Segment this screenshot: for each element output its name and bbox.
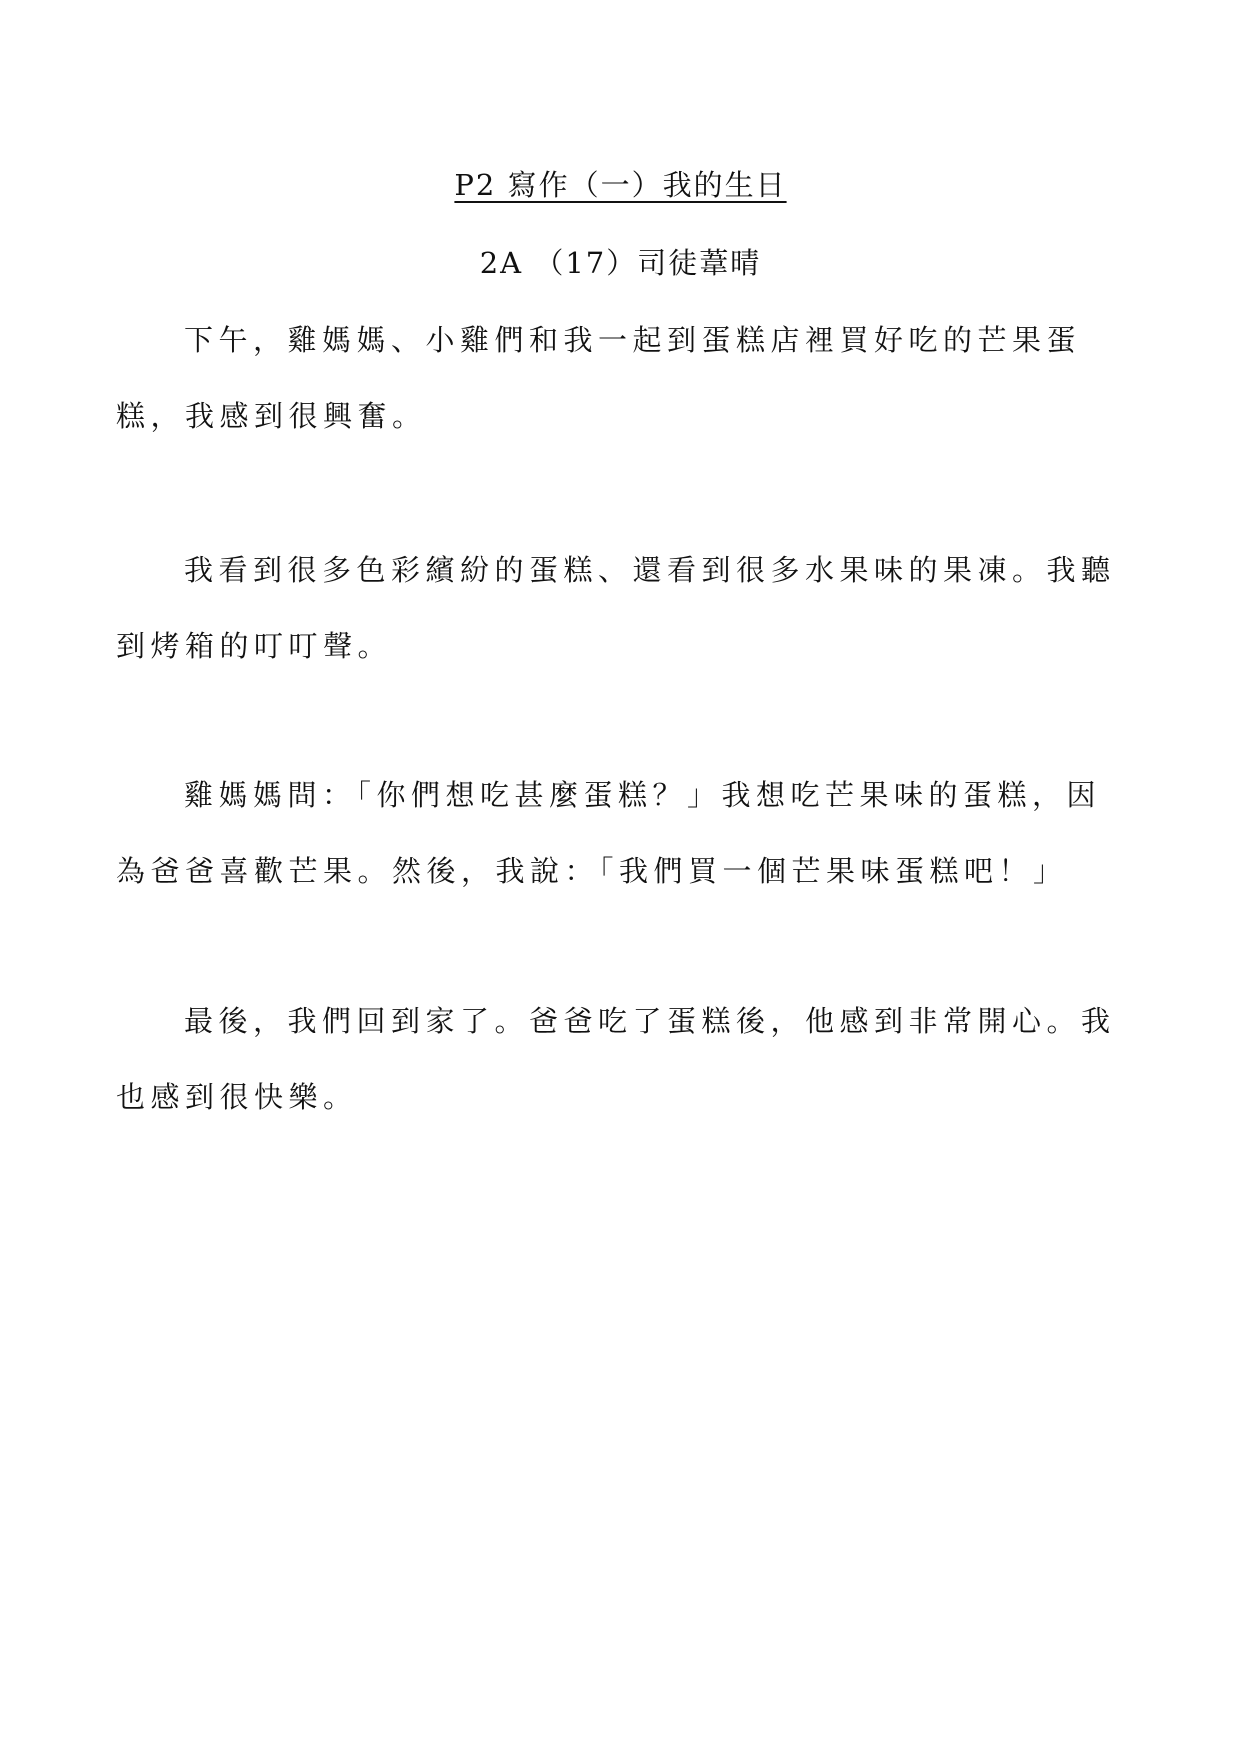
document-title-text: P2 寫作（一）我的生日 <box>454 168 787 202</box>
author-line: 2A （17）司徒葦晴 <box>479 246 762 280</box>
paragraph-3: 雞媽媽問：「你們想吃甚麼蛋糕？」我想吃芒果味的蛋糕，因為爸爸喜歡芒果。然後，我說：「我們買一個芒果味蛋糕吧！」 <box>116 778 1102 888</box>
paragraph-1: 下午，雞媽媽、小雞們和我一起到蛋糕店裡買好吃的芒果蛋糕，我感到很興奮。 <box>116 323 1082 433</box>
paragraph-4: 最後，我們回到家了。爸爸吃了蛋糕後，他感到非常開心。我也感到很快樂。 <box>116 1004 1116 1114</box>
paragraph-2: 我看到很多色彩繽紛的蛋糕、還看到很多水果味的果凍。我聽到烤箱的叮叮聲。 <box>116 553 1116 663</box>
document-title <box>0 165 1241 205</box>
